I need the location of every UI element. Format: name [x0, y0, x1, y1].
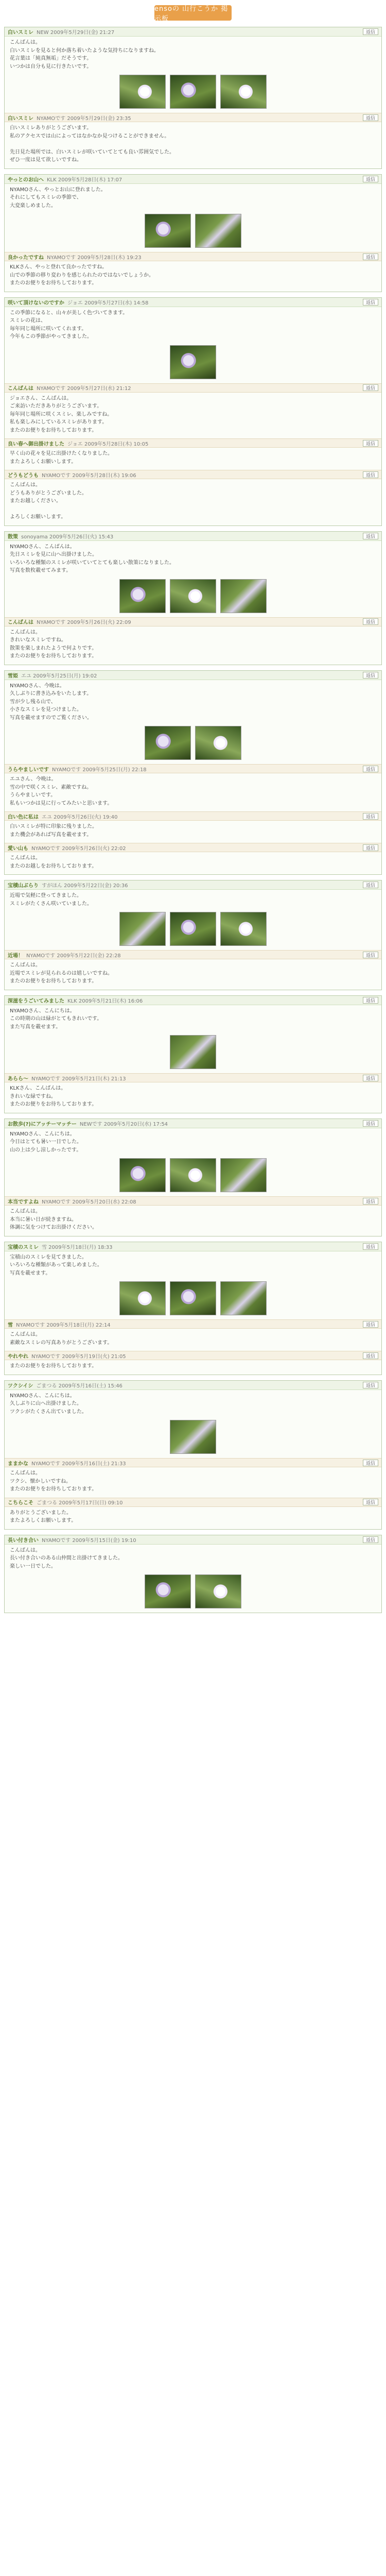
photo-thumbnail[interactable]	[170, 1420, 216, 1454]
reply-title: 良かったですね	[8, 255, 44, 261]
post-line: 今年もこの季節がやってきました。	[10, 334, 92, 340]
photo-thumbnail[interactable]	[145, 1574, 191, 1608]
post-line: 早く山の花々を見に出掛けたくなりました。	[10, 451, 113, 456]
post-body	[5, 1360, 381, 1372]
post-line: 本当に暑い日が続きますね。	[10, 1216, 77, 1223]
post-meta: NYAMOです 2009年5月26日(火) 22:02	[31, 845, 126, 852]
post-actions	[363, 766, 378, 772]
reply-title: ままかな	[8, 1461, 28, 1467]
post-meta: エユ 2009年5月26日(火) 19:40	[42, 814, 118, 820]
post-meta: ごまつる 2009年5月16日(土) 15:46	[36, 1383, 122, 1389]
thread-header	[5, 1242, 381, 1251]
post-line: ツクシがたくさん出ていました。	[10, 1409, 87, 1415]
post-body	[5, 1082, 381, 1111]
post-line: こんばんは。	[10, 1209, 41, 1214]
post-meta: ごまつる 2009年5月17日(日) 09:10	[37, 1500, 123, 1506]
post-line: この季節になると、山々が美しく色づいてきます。	[10, 310, 128, 316]
post-line: KLKさん、やっと登れて良かったですね。	[10, 264, 108, 270]
post-line: こんばんは。	[10, 962, 41, 968]
post-actions	[363, 1198, 378, 1205]
photo-row	[5, 1418, 381, 1456]
reply-header	[5, 1196, 381, 1206]
post-line: NYAMOさん、やっとお山に登れました。	[10, 187, 106, 193]
reply-button[interactable]: 返信	[363, 1352, 378, 1359]
post-line: NYAMOさん、こんにちは。	[10, 1131, 75, 1137]
post-line: こんばんは。	[10, 482, 41, 488]
post-meta: NEW 2009年5月29日(金) 21:27	[37, 30, 115, 36]
photo-thumbnail[interactable]	[220, 1158, 267, 1192]
post-line: またよろしくお願いします。	[10, 459, 77, 465]
post-actions	[363, 1382, 378, 1388]
thread-header	[5, 298, 381, 307]
post-meta: エユ 2009年5月25日(月) 19:02	[21, 673, 97, 679]
reply-title: 本当ですよね	[8, 1199, 39, 1205]
post-line: 写真を載せますのでご覧ください。	[10, 715, 92, 721]
post-meta: sonoyama 2009年5月26日(火) 15:43	[21, 534, 114, 540]
reply-header	[5, 950, 381, 959]
post-body	[5, 959, 381, 988]
post-actions	[363, 253, 378, 260]
thread-title: お散歩(?)にアッチーマッチー	[8, 1121, 77, 1127]
post-line: 久しぶりに書き込みをいたします。	[10, 691, 92, 697]
post-actions	[363, 844, 378, 851]
reply-button[interactable]: 返信	[363, 952, 378, 958]
reply-title: こんばんは	[8, 386, 33, 392]
thread-header	[5, 880, 381, 890]
reply-title: やれやれ	[8, 1353, 28, 1360]
post-line: 花言葉は「純真無垢」だそうです。	[10, 56, 92, 61]
post-line: スミレがたくさん咲いていました。	[10, 901, 92, 907]
photo-thumbnail[interactable]	[195, 726, 241, 760]
reply-title: 雪	[8, 1322, 13, 1328]
post-actions	[363, 1321, 378, 1328]
post-line	[10, 140, 376, 148]
post-line: 雪が少し残る山で、	[10, 699, 56, 705]
reply-button[interactable]: 返信	[363, 813, 378, 820]
reply-button[interactable]: 返信	[363, 253, 378, 260]
post-line: きれいなスミレですね。	[10, 637, 66, 643]
photo-thumbnail[interactable]	[195, 1574, 241, 1608]
thread	[4, 27, 382, 169]
post-meta: すがほん 2009年5月22日(金) 20:36	[42, 883, 128, 889]
post-actions	[363, 1075, 378, 1081]
reply-header	[5, 843, 381, 852]
post-line: またのお便りをお待ちしております。	[10, 653, 97, 659]
photo-thumbnail[interactable]	[220, 75, 267, 109]
reply-header	[5, 470, 381, 479]
reply-button[interactable]: 返信	[363, 28, 378, 35]
post-line: またのお便りをお待ちしております。	[10, 280, 97, 286]
post-actions	[363, 882, 378, 888]
post-line: またのお便りをお待ちしております。	[10, 1486, 97, 1492]
post-line: いろいろな種類のスミレが咲いていてとても楽しい散策になりました。	[10, 560, 174, 566]
post-body	[5, 626, 381, 663]
photo-row	[5, 724, 381, 762]
photo-thumbnail[interactable]	[145, 214, 191, 248]
photo-row	[5, 73, 381, 111]
post-line: 大変楽しめました。	[10, 202, 56, 209]
photo-thumbnail[interactable]	[145, 726, 191, 760]
thread-title: やっとのお山へ	[8, 177, 44, 183]
post-line: こんばんは。	[10, 1332, 41, 1337]
photo-row	[5, 1033, 381, 1071]
post-line: 楽しい一日でした。	[10, 1563, 56, 1569]
post-meta: NYAMOです 2009年5月26日(火) 22:09	[37, 620, 131, 625]
thread-title: 長い付き合い	[8, 1537, 39, 1544]
post-meta: 雪 2009年5月18日(月) 18:33	[42, 1244, 113, 1250]
reply-header	[5, 113, 381, 122]
post-line	[10, 505, 376, 514]
reply-header	[5, 438, 381, 448]
post-line: こんばんは。	[10, 629, 41, 635]
thread	[4, 995, 382, 1113]
reply-button[interactable]: 返信	[363, 1120, 378, 1127]
photo-thumbnail[interactable]	[170, 75, 216, 109]
post-actions	[363, 952, 378, 958]
post-line: NYAMOさん、こんばんは。	[10, 544, 75, 550]
photo-row	[5, 212, 381, 250]
post-line: ご来訪いただきありがとうございます。	[10, 403, 102, 409]
thread-title: 雪姫	[8, 673, 18, 679]
photo-row	[5, 1279, 381, 1317]
post-line: こんばんは。	[10, 1547, 41, 1553]
post-line: 今日はとても暑い一日でした。	[10, 1139, 82, 1145]
post-line: きれいな緑ですね。	[10, 1093, 56, 1099]
post-line: 写真を数枚載せてみます。	[10, 568, 72, 573]
post-line: それにしてもスミレの季節で、	[10, 195, 82, 200]
reply-header	[5, 617, 381, 626]
reply-header	[5, 1351, 381, 1360]
post-actions	[363, 672, 378, 679]
post-line: こんばんは。	[10, 1470, 41, 1476]
photo-thumbnail[interactable]	[170, 1035, 216, 1069]
photo-thumbnail[interactable]	[170, 579, 216, 613]
reply-button[interactable]: 返信	[363, 997, 378, 1004]
post-meta: NYAMOです 2009年5月27日(水) 21:12	[37, 386, 131, 392]
post-body	[5, 1467, 381, 1496]
reply-title: 白い色に私は	[8, 814, 39, 820]
reply-button[interactable]: 返信	[363, 672, 378, 679]
post-meta: NYAMOです 2009年5月21日(木) 21:13	[31, 1076, 126, 1082]
photo-row	[5, 343, 381, 381]
reply-button[interactable]: 返信	[363, 471, 378, 478]
thread-header	[5, 671, 381, 680]
reply-button[interactable]: 返信	[363, 766, 378, 772]
reply-button[interactable]: 返信	[363, 299, 378, 306]
photo-thumbnail[interactable]	[119, 1281, 166, 1315]
post-actions	[363, 813, 378, 820]
thread	[4, 880, 382, 990]
post-meta: NYAMOです 2009年5月18日(月) 22:14	[16, 1322, 111, 1328]
reply-button[interactable]: 返信	[363, 1321, 378, 1328]
reply-header	[5, 1458, 381, 1467]
reply-header	[5, 383, 381, 393]
post-line: またのお越しをお待ちしております。	[10, 863, 97, 869]
thread-title: 白いスミレ	[8, 30, 33, 36]
post-meta: NYAMOです 2009年5月20日(水) 22:08	[42, 1199, 136, 1205]
post-meta: KLK 2009年5月21日(木) 16:06	[67, 998, 143, 1004]
post-line: 白いスミレを見ると何か落ち着いたような気持ちになりますね。	[10, 47, 159, 54]
post-line: またのお便りをお待ちしております。	[10, 427, 97, 433]
reply-button[interactable]: 返信	[363, 440, 378, 447]
thread	[4, 174, 382, 292]
post-actions	[363, 1499, 378, 1505]
thread	[4, 1118, 382, 1236]
reply-button[interactable]: 返信	[363, 1198, 378, 1205]
post-actions	[363, 1243, 378, 1250]
thread	[4, 670, 382, 875]
post-line: こんばんは。	[10, 855, 41, 861]
post-body	[5, 890, 381, 910]
post-meta: ジョエ 2009年5月27日(水) 14:58	[67, 300, 149, 306]
post-line: NYAMOさん、こんにちは。	[10, 1393, 75, 1399]
post-line: 先日見た場所では、白いスミレが咲いていてとても良い雰囲気でした。	[10, 149, 174, 155]
post-actions	[363, 114, 378, 121]
photo-thumbnail[interactable]	[119, 75, 166, 109]
post-actions	[363, 176, 378, 182]
reply-title: こんばんは	[8, 620, 33, 625]
thread-title: 宝積山ぶらり	[8, 883, 39, 889]
photo-thumbnail[interactable]	[220, 912, 267, 946]
post-body	[5, 122, 381, 166]
photo-thumbnail[interactable]	[220, 579, 267, 613]
post-actions	[363, 997, 378, 1004]
reply-header	[5, 764, 381, 773]
post-line: 毎年同じ場所に咲いてくれます。	[10, 326, 87, 332]
post-line: またのお便りをお待ちしております。	[10, 1363, 97, 1369]
photo-thumbnail[interactable]	[119, 1158, 166, 1192]
post-line: NYAMOさん、今晩は。	[10, 683, 65, 689]
reply-title: どうもどうも	[8, 472, 39, 479]
board-title: ensoの 山行こうか 掲示板	[154, 5, 232, 21]
thread-header	[5, 27, 381, 37]
post-actions	[363, 533, 378, 539]
post-line: 散策を楽しまれたようで何よりです。	[10, 645, 97, 651]
post-line: 近場で気軽に登ってきました。	[10, 893, 82, 899]
post-body	[5, 821, 381, 841]
post-meta: NYAMOです 2009年5月22日(金) 22:28	[26, 953, 121, 959]
post-line: エユさん、今晩は。	[10, 776, 57, 782]
reply-title: こちらこそ	[8, 1500, 33, 1506]
post-line: ありがとうございました。	[10, 1510, 72, 1516]
post-body	[5, 1206, 381, 1234]
post-body	[5, 852, 381, 872]
post-line: 素敵なスミレの写真ありがとうございます。	[10, 1340, 113, 1346]
post-line: 先日スミレを見に山へ出掛けました。	[10, 552, 97, 557]
post-meta: NYAMOです 2009年5月29日(金) 23:35	[37, 115, 131, 122]
post-actions	[363, 1536, 378, 1543]
photo-thumbnail[interactable]	[220, 1281, 267, 1315]
post-meta: NYAMOです 2009年5月28日(木) 19:23	[47, 255, 142, 261]
post-actions	[363, 618, 378, 625]
photo-thumbnail[interactable]	[170, 345, 216, 379]
post-line: 小さなスミレを見つけました。	[10, 707, 82, 713]
post-line: 山での季節の移り変わりを感じられたのではないでしょうか。	[10, 272, 154, 278]
post-actions	[363, 1460, 378, 1466]
reply-title: 良い春へ御出掛けました	[8, 441, 64, 447]
post-body	[5, 37, 381, 73]
post-line: 雪の中で咲くスミレ、素敵ですね。	[10, 784, 92, 790]
post-meta: NYAMOです 2009年5月28日(木) 19:06	[42, 472, 136, 479]
post-body	[5, 1329, 381, 1349]
reply-button[interactable]: 返信	[363, 618, 378, 625]
post-line: うらやましいです。	[10, 792, 56, 798]
post-body	[5, 1390, 381, 1418]
post-actions	[363, 28, 378, 35]
post-body	[5, 541, 381, 577]
reply-header	[5, 1319, 381, 1329]
post-line: 私も楽しみにしているスミレがあります。	[10, 419, 108, 425]
post-meta: NEWです 2009年5月20日(水) 17:54	[79, 1121, 168, 1127]
post-line: KLKさん、こんばんは。	[10, 1086, 66, 1091]
post-line: スミレの花は、	[10, 318, 46, 324]
post-body	[5, 1507, 381, 1527]
post-body	[5, 1128, 381, 1157]
post-meta: NYAMOです 2009年5月16日(土) 21:33	[31, 1461, 126, 1467]
post-actions	[363, 1352, 378, 1359]
photo-thumbnail[interactable]	[170, 1158, 216, 1192]
post-line: いろいろな種類があって楽しめました。	[10, 1262, 102, 1268]
reply-header	[5, 252, 381, 261]
post-meta: ジョエ 2009年5月28日(木) 10:05	[67, 441, 149, 447]
thread-header	[5, 175, 381, 184]
post-actions	[363, 384, 378, 391]
reply-button[interactable]: 返信	[363, 176, 378, 182]
reply-button[interactable]: 返信	[363, 1536, 378, 1543]
photo-thumbnail[interactable]	[195, 214, 241, 248]
photo-thumbnail[interactable]	[119, 579, 166, 613]
post-body	[5, 1005, 381, 1033]
post-line: 久しぶりに山へ出掛けました。	[10, 1401, 82, 1406]
reply-button[interactable]: 返信	[363, 882, 378, 888]
thread-list	[4, 27, 382, 1613]
reply-title: 白いスミレ	[8, 115, 33, 122]
thread	[4, 531, 382, 665]
post-line: いつかは自分も見に行きたいです。	[10, 63, 92, 70]
post-line: 私もいつかは見に行ってみたいと思います。	[10, 800, 113, 806]
photo-thumbnail[interactable]	[170, 912, 216, 946]
thread-title: 咲いて頂けないのですか	[8, 300, 64, 306]
reply-title: あらら～	[8, 1076, 28, 1082]
photo-row	[5, 1156, 381, 1194]
reply-header	[5, 1073, 381, 1082]
thread-header	[5, 1119, 381, 1128]
post-body	[5, 261, 381, 290]
post-meta: NYAMOです 2009年5月19日(火) 21:05	[31, 1353, 126, 1360]
thread	[4, 1535, 382, 1614]
reply-button[interactable]: 返信	[363, 1460, 378, 1466]
post-line: またお越しください。	[10, 498, 61, 504]
thread	[4, 1242, 382, 1375]
post-line: 長い付き合いのある山仲間と出掛けてきました。	[10, 1555, 123, 1561]
thread	[4, 1380, 382, 1530]
post-line: 宝積山のスミレを見てきました。	[10, 1254, 87, 1260]
post-line: ツクシ、懐かしいですね。	[10, 1478, 72, 1484]
reply-title: うらやましいです	[8, 767, 49, 773]
thread-title: 深滋をうごいてみました	[8, 998, 64, 1004]
post-line: またのお便りをお待ちしております。	[10, 1101, 97, 1107]
post-line: 写真を載せます。	[10, 1270, 51, 1276]
reply-button[interactable]: 返信	[363, 114, 378, 121]
post-line: どうもありがとうございました。	[10, 490, 87, 496]
post-actions	[363, 299, 378, 306]
post-actions	[363, 1120, 378, 1127]
thread-title: 宝積のスミレ	[8, 1244, 39, 1250]
reply-title: 愛い山も	[8, 845, 28, 852]
post-body	[5, 184, 381, 212]
post-body	[5, 307, 381, 343]
reply-button[interactable]: 返信	[363, 384, 378, 391]
thread	[4, 297, 382, 526]
reply-button[interactable]: 返信	[363, 1075, 378, 1081]
post-body	[5, 1251, 381, 1280]
post-line: 山の上は少し涼しかったです。	[10, 1147, 82, 1153]
thread-header	[5, 1381, 381, 1390]
post-body	[5, 479, 381, 523]
post-line: ぜひ一度は見て欲しいですね。	[10, 157, 82, 163]
post-actions	[363, 471, 378, 478]
post-line: また写真を載せます。	[10, 1024, 61, 1030]
reply-title: 近場！	[8, 953, 23, 959]
reply-button[interactable]: 返信	[363, 844, 378, 851]
thread-header	[5, 532, 381, 541]
post-line: また機会があれば写真を載せます。	[10, 832, 92, 838]
photo-thumbnail[interactable]	[119, 912, 166, 946]
post-body	[5, 1545, 381, 1573]
post-line: またよろしくお願いします。	[10, 1518, 77, 1523]
photo-thumbnail[interactable]	[170, 1281, 216, 1315]
post-body	[5, 773, 381, 809]
thread-header	[5, 1535, 381, 1545]
post-meta: NYAMOです 2009年5月15日(金) 19:10	[42, 1537, 136, 1544]
reply-header	[5, 1498, 381, 1507]
post-line: NYAMOさん、こんにちは。	[10, 1008, 75, 1014]
post-actions	[363, 440, 378, 447]
post-line: 体調に気をつけてお出掛けください。	[10, 1225, 97, 1230]
thread-title: 散策	[8, 534, 18, 540]
post-meta: NYAMOです 2009年5月25日(月) 22:18	[52, 767, 147, 773]
post-meta: KLK 2009年5月28日(木) 17:07	[47, 177, 122, 183]
post-line: ジョエさん、こんばんは。	[10, 395, 72, 401]
thread-header	[5, 996, 381, 1005]
photo-row	[5, 1572, 381, 1611]
post-line: 白いスミレが特に印象に残りました。	[10, 824, 97, 829]
post-line: またのお便りをお待ちしております。	[10, 978, 97, 984]
post-line: 毎年同じ場所に咲くスミレ、楽しみですね。	[10, 411, 113, 417]
post-line: 私のアクセスでは山によってはなかなか見つけることができません。	[10, 133, 170, 139]
reply-button[interactable]: 返信	[363, 533, 378, 539]
photo-row	[5, 577, 381, 615]
thread-title: ツクシイシ	[8, 1383, 33, 1389]
post-body	[5, 393, 381, 437]
post-body	[5, 680, 381, 724]
post-line: よろしくお願いします。	[10, 514, 66, 520]
reply-header	[5, 811, 381, 821]
post-line: この時期の山は緑がとてもきれいです。	[10, 1016, 102, 1022]
reply-button[interactable]: 返信	[363, 1499, 378, 1505]
post-line: こんばんは。	[10, 40, 41, 45]
post-body	[5, 448, 381, 468]
photo-row	[5, 910, 381, 948]
reply-button[interactable]: 返信	[363, 1382, 378, 1388]
post-line: 白いスミレありがとうございます。	[10, 125, 92, 131]
post-line: 近場でスミレが見られるのは嬉しいですね。	[10, 970, 113, 976]
reply-button[interactable]: 返信	[363, 1243, 378, 1250]
